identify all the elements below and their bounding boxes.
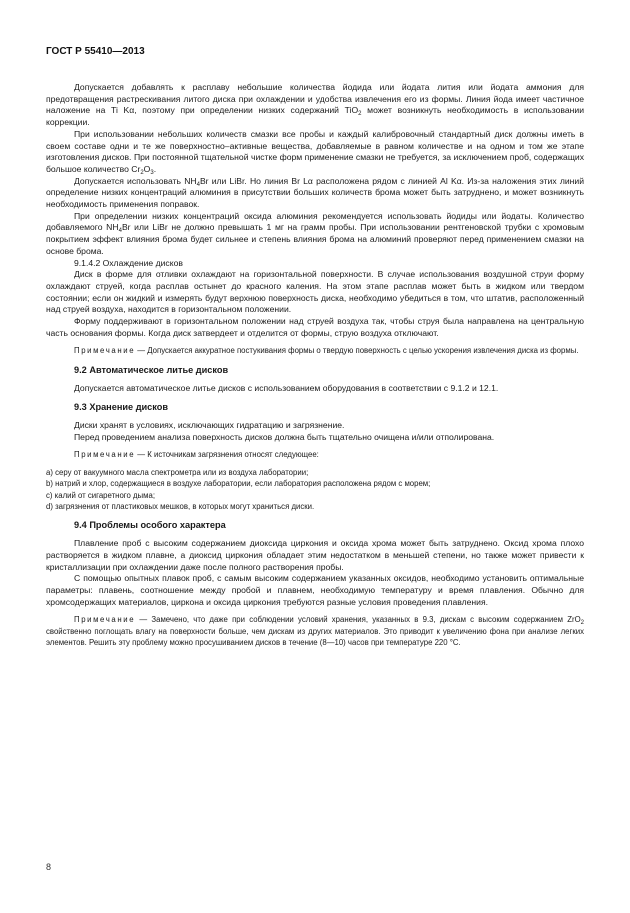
note-zro2: Примечание — Замечено, что даже при соблюдении условий хранения, указанных в 9.3, дискам с высоким содержанием ZrO$_2$ свойственно поглощать влагу на поверхности больше, чем дискам из других материалов. Это приводит к увеличению фона при анализе легких элементов. Решить эту проблему можно просушиванием дисков в течение (8—10) часов при температуре 220 °С. (46, 615, 584, 648)
paragraph-lubricant: При использовании небольших количеств смазки все пробы и каждый калибровочный стандартный диск должны иметь в своем составе одни и те же поверхностно–активные вещества, добавляемые в равном количестве и на одном и том же этапе изготовления дисков. При постоянной тщательной чистке форм применение смазки не требуется, за исключением проб, содержащих большое количество $Cr_2O_3$. (46, 128, 584, 176)
paragraph-melting: Плавление проб с высоким содержанием диоксида циркония и оксида хрома может быть затруднено. Оксид хрома плохо растворяется в жидком плавне, а диоксид циркония обладает этим недостатком в меньшей степени, но также может привести к кристаллизации при охлаждении даже после полного растворения пробы. (46, 538, 584, 572)
paragraph-trial-melts: С помощью опытных плавок проб, с самым высоким содержанием указанных оксидов, необходимо установить оптимальные параметры: плавень, соотношение между пробой и плавнем, необходимую температуру и время плавления. Обычно для хромсодержащих материалов, циркона и оксида циркония требуются разные условия проведения плавления. (46, 573, 584, 607)
list-item: а) серу от вакуумного масла спектрометра или из воздуха лаборатории; (46, 467, 309, 477)
list-item: b) натрий и хлор, содержащиеся в воздухе лаборатории, если лаборатория расположена рядом с морем; (46, 479, 431, 489)
paragraph-form-support: Форму поддерживают в горизонтальном положении над струей воздуха так, чтобы струя была направлена на центральную часть основания формы. Когда диск затвердеет и отделится от формы, струю воздуха отключают. (46, 316, 584, 338)
paragraph-iodide: Допускается добавлять к расплаву небольшие количества йодида или йодата лития или йодата аммония для предотвращения растрескивания литого диска при охлаждении и удобства извлечения его из формы. Линия йода имеет частичное наложение на Ti Kα, поэтому при определении низких содержаний TiO$_2$ может возникнуть необходимость в использовании коррекции. (46, 82, 585, 128)
page-number: 8 (46, 862, 52, 872)
note-contamination: Примечание — К источникам загрязнения относят следующее: (74, 450, 319, 460)
note-tapping: Примечание — Допускается аккуратное постукивания формы о твердую поверхность с целью ускорения извлечения диска из формы. (74, 346, 579, 356)
list-item: c) калий от сигаретного дыма; (46, 490, 155, 500)
paragraph-cleaning: Перед проведением анализа поверхность дисков должна быть тщательно очищена и/или отполирована. (74, 431, 495, 442)
paragraph-bromide: Допускается использовать $NH_4Br$ или LiBr. Но линия Br Lα расположена рядом с линией Al Kα. Из-за наложения этих линий определение низких концентраций алюминия в присутствии больших количеств брома может быть затруднено, и может возникнуть необходимость применения поправок. (46, 175, 584, 210)
paragraph-auto-casting: Допускается автоматическое литье дисков с использованием оборудования в соответствии с 9.1.2 и 12.1. (74, 382, 499, 393)
section-9-4: 9.4 Проблемы особого характера (74, 520, 226, 531)
section-9-3: 9.3 Хранение дисков (74, 402, 169, 413)
paragraph-storage: Диски хранят в условиях, исключающих гидратацию и загрязнение. (74, 419, 345, 430)
standard-header: ГОСТ Р 55410—2013 (46, 46, 145, 57)
subsection-9-1-4-2: 9.1.4.2 Охлаждение дисков (74, 257, 183, 268)
paragraph-cooling: Диск в форме для отливки охлаждают на горизонтальной поверхности. В случае использования воздушной струи форму охлаждают струей, когда расплав остынет до красного каления. На этом этапе расплав может быть в жидком или твердом состоянии; если он жидкий и измерять будут верхнюю поверхность диска, необходимо убедиться в том, что штатив, расположенный над струей воздуха, находится в горизонтальном положении. (46, 269, 584, 315)
section-9-2: 9.2 Автоматическое литье дисков (74, 364, 229, 375)
list-item: d) загрязнения от пластиковых мешков, в которых могут храниться диски. (46, 502, 315, 512)
document-body (46, 82, 584, 655)
paragraph-alumina: При определении низких концентраций оксида алюминия рекомендуется использовать йодиды или йодаты. Количество добавляемого $NH_4Br$ или LiBr не должно превышать 1 мг на грамм пробы. При использовании рентгеновской трубки с хромовым покрытием эффект влияния брома будет сильнее и степень влияния брома на алюминий проверяют перед применением смазки на основе брома. (46, 210, 585, 256)
